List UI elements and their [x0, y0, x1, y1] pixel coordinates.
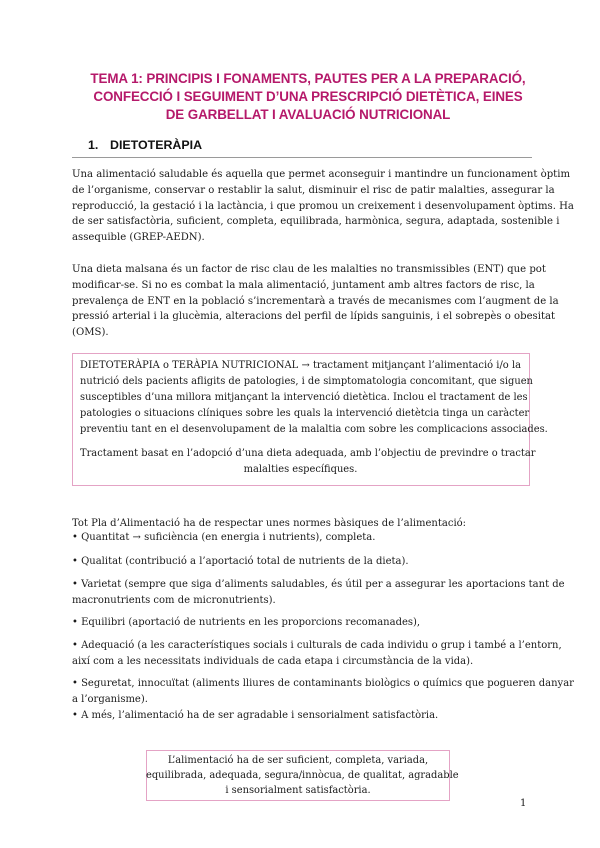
- section-title: DIETOTERÀPIA: [110, 138, 203, 152]
- paragraph-unhealthy-diet: [72, 262, 559, 341]
- summary-line: i sensorialment satisfactòria.: [225, 784, 371, 796]
- bullet-item-safety: [72, 676, 574, 707]
- bullet-item-balance: [72, 615, 532, 631]
- bullet-item-quality: [72, 554, 532, 570]
- definition-summary-line: Tractament basat en l’adopció d’una dieta adequada, amb l’objectiu de previndre o tractar: [80, 448, 536, 459]
- definition-line: patologies o situacions clíniques sobre les quals la intervenció dietètcia tinga un caràcter: [80, 407, 530, 419]
- paragraph-line: modificar-se. Si no es combat la mala alimentació, juntament amb altres factors de risc, la: [72, 279, 535, 291]
- definition-summary-line: malalties específiques.: [243, 463, 358, 475]
- bullet-line: a l’organisme).: [72, 693, 148, 705]
- paragraph-line: (OMS).: [72, 327, 109, 339]
- definition-line: nutrició dels pacients afligits de patologies, i de simptomatologia concomitant, que siguen: [80, 375, 533, 387]
- summary-line: equilibrada, adequada, segura/innòcua, de qualitat, agradable: [146, 769, 459, 781]
- bullet-item-variety: [72, 577, 565, 608]
- title-line-2: CONFECCIÓ I SEGUIMENT D’UNA PRESCRIPCIÓ DIETÈTICA, EINES: [93, 89, 523, 104]
- document-title: [88, 70, 528, 124]
- section-heading: [88, 138, 202, 152]
- bullet-line: • Seguretat, innocuïtat (aliments lliures de contaminants biològics o químics que pogueren danyar: [72, 678, 574, 689]
- bullet-line: així com a les necessitats individuals de cada etapa i circumstància de la vida).: [72, 655, 474, 667]
- bullet-line: • Equilibri (aportació de nutrients en les proporcions recomanades),: [72, 617, 421, 628]
- title-line-3: DE GARBELLAT I AVALUACIÓ NUTRICIONAL: [165, 107, 451, 122]
- paragraph-line: assequible (GREP-AEDN).: [72, 232, 205, 244]
- paragraph-healthy-diet: [72, 167, 574, 246]
- definition-line: susceptibles d’una millora mitjançant la intervenció dietètica. Inclou el tractament de les: [80, 391, 528, 403]
- bullet-line: macronutrients com de micronutrients).: [72, 594, 276, 606]
- section-divider: [72, 157, 532, 158]
- paragraph-line: Una alimentació saludable és aquella que permet aconseguir i mantindre un funcionament òptim: [72, 169, 571, 180]
- bullet-item-quantity: [72, 530, 532, 546]
- bullet-line: • A més, l’alimentació ha de ser agradable i sensorialment satisfactòria.: [72, 710, 439, 721]
- paragraph-line: de ser satisfactòria, suficient, completa, equilibrada, harmònica, segura, adaptada, sostenible i: [72, 216, 560, 228]
- bullet-item-adequacy: [72, 638, 562, 669]
- bullet-line: • Qualitat (contribució a l’aportació total de nutrients de la dieta).: [72, 556, 409, 567]
- paragraph-line: reproducció, la gestació i la lactància, i que promou un creixement i desenvolupament òptims. Ha: [72, 200, 574, 212]
- definition-text: [80, 358, 548, 438]
- bullet-line: • Adequació (a les característiques socials i culturals de cada individu o grup i també a l’entorn,: [72, 640, 562, 651]
- bullet-line: • Quantitat → suficiència (en energia i nutrients), completa.: [72, 532, 376, 543]
- paragraph-line: prevalença de ENT en la població s’incrementarà a través de mecanismes com l’augment de la: [72, 295, 559, 307]
- title-line-1: TEMA 1: PRINCIPIS I FONAMENTS, PAUTES PER A LA PREPARACIÓ,: [90, 71, 526, 86]
- definition-line: DIETOTERÀPIA o TERÀPIA NUTRICIONAL → tractament mitjançant l’alimentació i/o la: [80, 360, 521, 371]
- bullet-line: • Varietat (sempre que siga d’aliments saludables, és útil per a assegurar les aportacions tant de: [72, 579, 565, 590]
- paragraph-line: pressió arterial i la glucèmia, alteracions del perfil de lípids sanguinis, i el sobrepès o obesitat: [72, 311, 556, 323]
- page-number: 1: [520, 798, 527, 809]
- bullet-item-pleasant: [72, 708, 532, 724]
- definition-line: preventiu tant en el desenvolupament de la malaltia com sobre les complicacions associades.: [80, 423, 548, 435]
- paragraph-line: Una dieta malsana és un factor de risc clau de les malalties no transmissibles (ENT) que pot: [72, 264, 546, 275]
- list-intro: Tot Pla d’Alimentació ha de respectar unes normes bàsiques de l’alimentació:: [72, 518, 467, 529]
- definition-summary: [80, 446, 536, 478]
- summary-text: [146, 754, 459, 798]
- paragraph-line: de l’organisme, conservar o restablir la salut, disminuir el risc de patir malalties, assegurar la: [72, 184, 555, 196]
- section-number: 1.: [88, 138, 99, 152]
- summary-line: L’alimentació ha de ser suficient, completa, variada,: [167, 755, 429, 766]
